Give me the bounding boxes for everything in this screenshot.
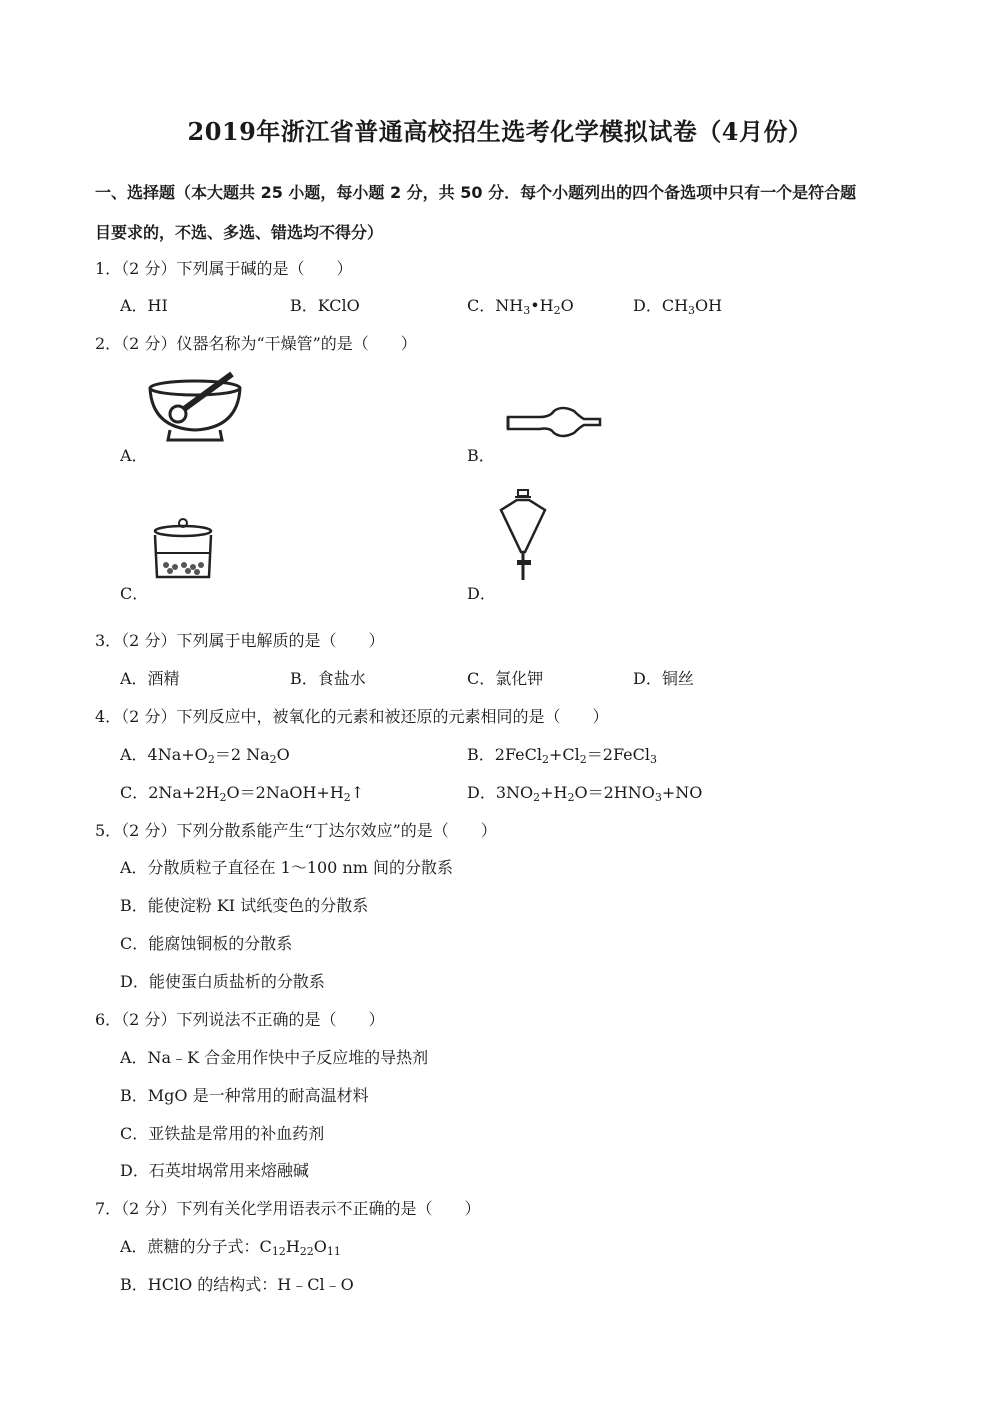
- question-3-stem: 3．（2 分）下列属于电解质的是（ ）: [95, 631, 385, 650]
- q4-option-d: D．$3NO_2+H_2O=2HNO_3+NO$: [467, 783, 703, 804]
- desiccator-image: [148, 515, 218, 589]
- question-7-stem: 7．（2 分）下列有关化学用语表示不正确的是（ ）: [95, 1199, 481, 1218]
- q2-option-c: C．: [120, 584, 149, 603]
- question-6-stem: 6．（2 分）下列说法不正确的是（ ）: [95, 1010, 385, 1029]
- q3-option-c: C．氯化钾: [467, 669, 544, 688]
- q5-option-d: D．能使蛋白质盐析的分散系: [120, 972, 325, 991]
- q1-option-d: D．$CH_3OH$: [633, 296, 723, 317]
- q4-option-a: A．$4Na+O_2=2$ $Na_2O$: [120, 745, 290, 766]
- q4-option-b: B．$2FeCl_2+Cl_2=2FeCl_3$: [467, 745, 658, 766]
- q1-option-c: C．$NH_3•H_2O$: [467, 296, 574, 317]
- page-title: 2019年浙江省普通高校招生选考化学模拟试卷（4月份）: [187, 117, 813, 146]
- question-5-stem: 5．（2 分）下列分散系能产生“丁达尔效应”的是（ ）: [95, 821, 497, 840]
- q3-option-a: A．酒精: [120, 669, 180, 688]
- q6-option-b: B．MgO 是一种常用的耐高温材料: [120, 1086, 369, 1105]
- question-1-stem: 1．（2 分）下列属于碱的是（ ）: [95, 259, 353, 278]
- q1-option-a: A．HI: [120, 296, 168, 315]
- q5-option-c: C．能腐蚀铜板的分散系: [120, 934, 293, 953]
- q6-option-c: C．亚铁盐是常用的补血药剂: [120, 1124, 325, 1143]
- separatory-funnel-image: [493, 488, 553, 587]
- q5-option-a: A．分散质粒子直径在 1～100 nm 间的分散系: [120, 858, 454, 877]
- q6-option-a: A．Na﹣K 合金用作快中子反应堆的导热剂: [120, 1048, 429, 1067]
- section-heading-line-2: 目要求的，不选、多选、错选均不得分）: [95, 223, 384, 242]
- question-2-stem: 2．（2 分）仪器名称为“干燥管”的是（ ）: [95, 334, 417, 353]
- drying-tube-image: [500, 403, 610, 452]
- q3-option-b: B．食盐水: [290, 669, 366, 688]
- q1-option-b: B．KClO: [290, 296, 360, 315]
- q7-option-b: B．HClO 的结构式：H﹣Cl﹣O: [120, 1275, 354, 1294]
- q5-option-b: B．能使淀粉 KI 试纸变色的分散系: [120, 896, 369, 915]
- question-4-stem: 4．（2 分）下列反应中，被氧化的元素和被还原的元素相同的是（ ）: [95, 707, 609, 726]
- q3-option-d: D．铜丝: [633, 669, 694, 688]
- q6-option-d: D．石英坩埚常用来熔融碱: [120, 1161, 309, 1180]
- q2-option-a: A．: [120, 446, 148, 465]
- section-heading-line-1: 一、选择题（本大题共 25 小题，每小题 2 分，共 50 分．每个小题列出的四个备选项中只有一个是符合题: [95, 183, 857, 202]
- mortar-and-pestle-image: [140, 368, 250, 452]
- q2-option-d: D．: [467, 584, 496, 603]
- q4-option-c: C．$2Na+2H_2O=2NaOH+H_2↑$: [120, 783, 365, 804]
- q7-option-a: A．蔗糖的分子式：$C_{12}H_{22}O_{11}$: [120, 1237, 341, 1258]
- q2-option-b: B．: [467, 446, 495, 465]
